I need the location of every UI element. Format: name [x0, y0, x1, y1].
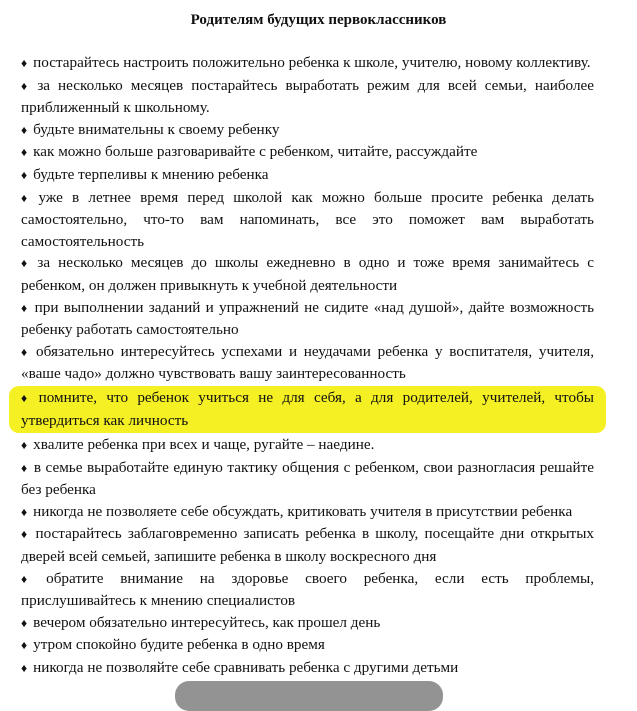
diamond-bullet-icon: ♦	[21, 504, 28, 519]
diamond-bullet-icon: ♦	[21, 615, 28, 630]
list-item-text: постарайтесь заблаговременно записать ребенка в школу, посещайте дни открытых дверей всей семьей, запишите ребенка в школу воскресного дня	[21, 525, 594, 566]
list-item-text: за несколько месяцев постарайтесь выработать режим для всей семьи, наиболее приближенный к школьному.	[21, 76, 594, 117]
diamond-bullet-icon: ♦	[21, 390, 33, 405]
diamond-bullet-icon: ♦	[21, 344, 31, 359]
diamond-bullet-icon: ♦	[21, 300, 29, 315]
diamond-bullet-icon: ♦	[21, 527, 30, 542]
diamond-bullet-icon: ♦	[21, 638, 28, 653]
list-item-text: как можно больше разговаривайте с ребенком, читайте, рассуждайте	[33, 143, 478, 161]
list-item-text: утром спокойно будите ребенка в одно время	[33, 636, 325, 654]
list-item	[21, 119, 594, 142]
list-item	[21, 341, 594, 385]
list-item	[21, 187, 594, 253]
diamond-bullet-icon: ♦	[21, 438, 28, 453]
diamond-bullet-icon: ♦	[21, 256, 32, 271]
list-item-text: при выполнении заданий и упражнений не сидите «над душой», дайте возможность ребенку работать самостоятельно	[21, 298, 595, 339]
list-item	[21, 434, 594, 457]
list-item	[21, 634, 594, 657]
list-item-text: за несколько месяцев до школы ежедневно в одно и тоже время занимайтесь с ребенком, он должен привыкнуть к учебной деятельности	[21, 254, 595, 294]
list-item	[21, 523, 594, 567]
list-item-text: хвалите ребенка при всех и чаще, ругайте – наедине.	[33, 436, 375, 454]
list-item	[21, 164, 594, 187]
list-item-text: никогда не позволяете себе обсуждать, критиковать учителя в присутствии ребенка	[33, 502, 573, 520]
diamond-bullet-icon: ♦	[21, 78, 32, 93]
list-item-text: будьте внимательны к своему ребенку	[33, 120, 280, 138]
list-item	[21, 612, 594, 635]
list-item	[21, 141, 594, 164]
list-item-text: уже в летнее время перед школой как можно больше просите ребенка делать самостоятельно, что-то вам напоминать, все это поможет вам выработать самостоятельность	[21, 188, 594, 250]
diamond-bullet-icon: ♦	[21, 190, 33, 205]
list-item-text: помните, что ребенок учиться не для себя, а для родителей, учителей, чтобы утвердиться как личность	[21, 388, 594, 429]
bottom-overlay-bar	[175, 681, 443, 711]
list-item	[21, 52, 594, 75]
diamond-bullet-icon: ♦	[21, 460, 28, 475]
list-item	[21, 297, 594, 341]
list-item-text: в семье выработайте единую тактику общения с ребенком, свои разногласия решайте без ребенка	[21, 458, 594, 499]
diamond-bullet-icon: ♦	[21, 122, 28, 137]
list-item	[21, 657, 594, 680]
list-item-text: вечером обязательно интересуйтесь, как прошел день	[33, 613, 381, 631]
page-title: Родителям будущих первоклассников	[190, 12, 447, 28]
list-item	[21, 75, 594, 119]
list-item	[21, 568, 594, 612]
list-item-text: никогда не позволяйте себе сравнивать ребенка с другими детьми	[33, 659, 459, 677]
list-item-text: постарайтесь настроить положительно ребенка к школе, учителю, новому коллективу.	[33, 54, 591, 71]
diamond-bullet-icon: ♦	[21, 661, 28, 676]
list-item	[21, 252, 594, 296]
list-item-text: будьте терпеливы к мнению ребенка	[33, 165, 269, 183]
diamond-bullet-icon: ♦	[21, 56, 28, 70]
highlighted-list-item	[9, 386, 606, 433]
list-item-text: обратите внимание на здоровье своего ребенка, если есть проблемы, прислушивайтесь к мнению специалистов	[21, 569, 594, 610]
diamond-bullet-icon: ♦	[21, 145, 28, 160]
diamond-bullet-icon: ♦	[21, 167, 28, 182]
diamond-bullet-icon: ♦	[21, 571, 41, 586]
list-item	[21, 501, 594, 524]
advice-list	[21, 52, 594, 680]
list-item	[21, 457, 594, 501]
list-item-text: обязательно интересуйтесь успехами и неудачами ребенка у воспитателя, учителя, «ваше чадо» должно чувствовать вашу заинтересованность	[21, 342, 595, 383]
